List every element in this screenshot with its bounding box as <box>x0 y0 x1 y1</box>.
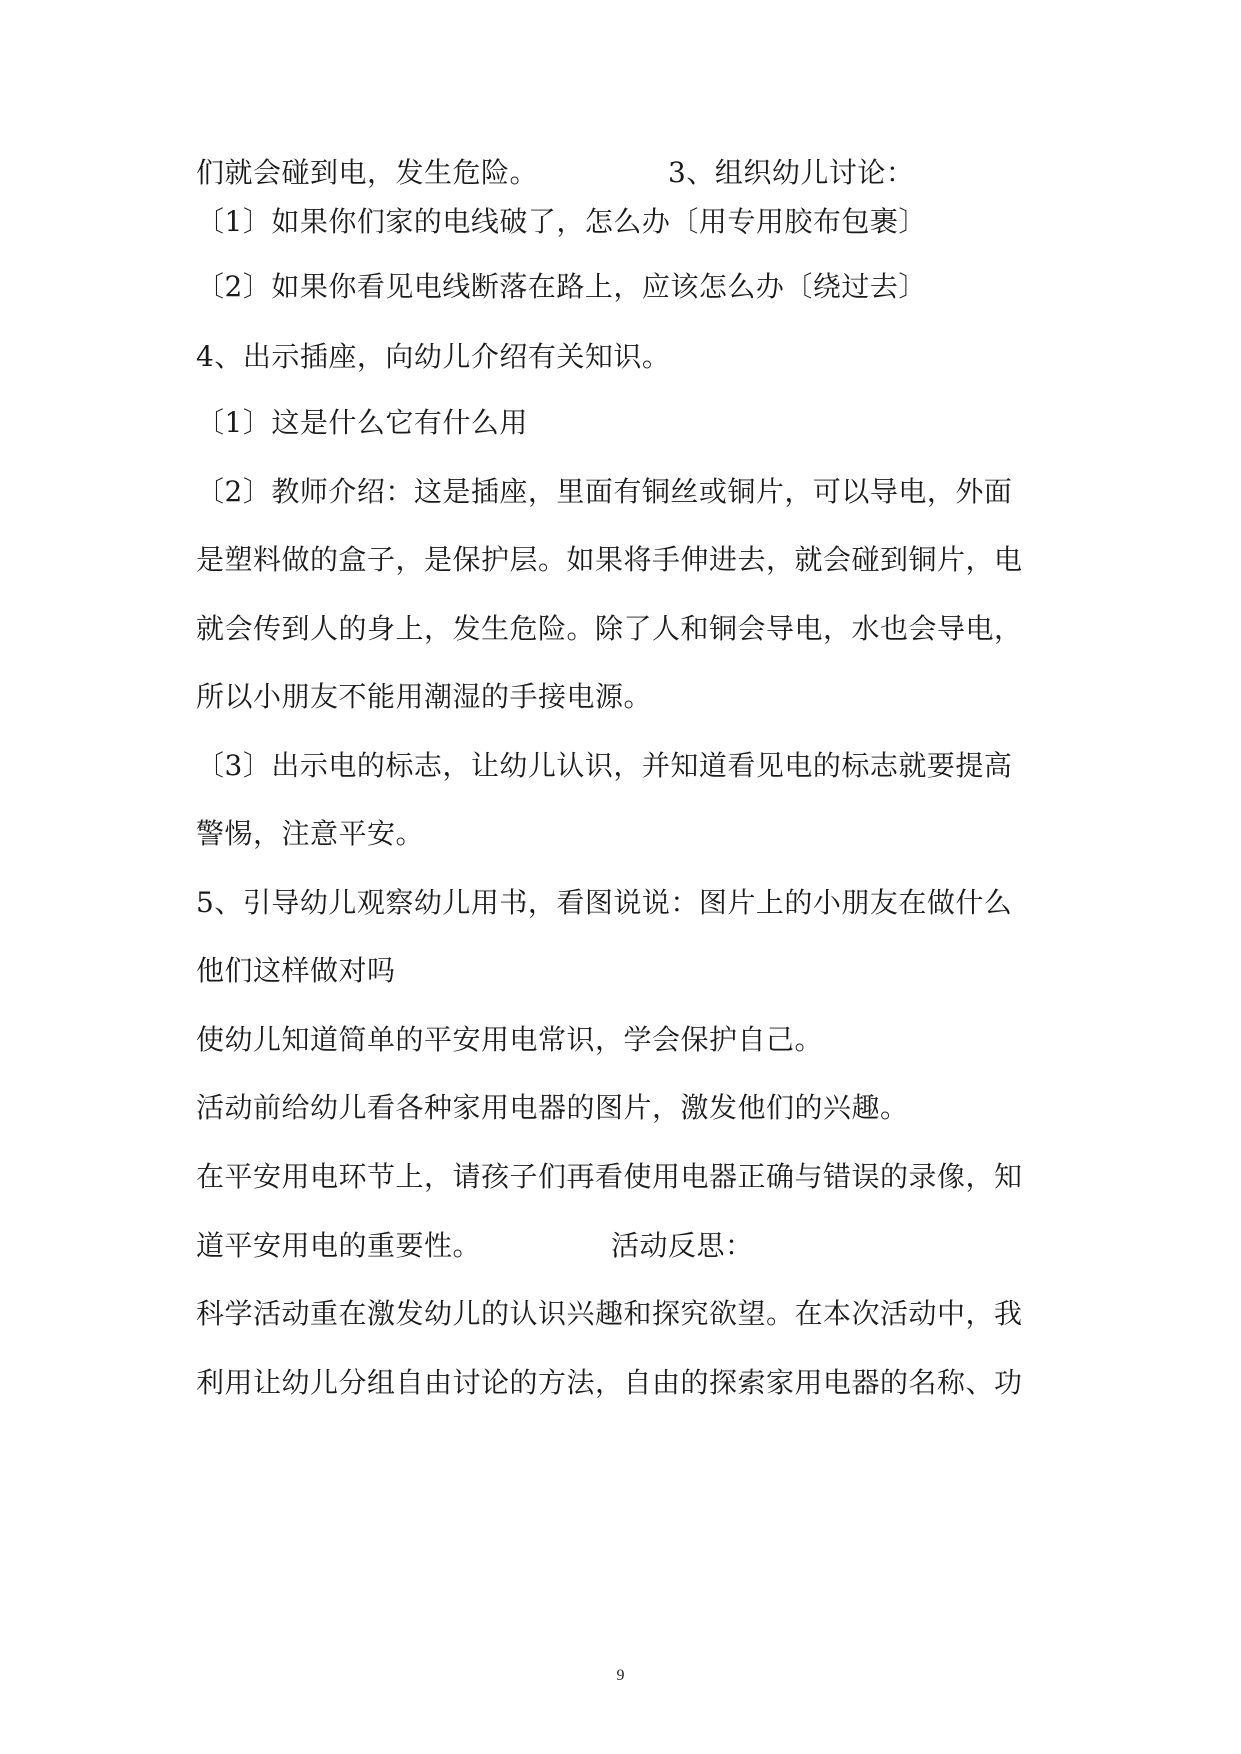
text-segment: 3、组织幼儿讨论： <box>668 156 915 189</box>
text-line: 就会传到人的身上，发生危险。除了人和铜会导电，水也会导电， <box>196 612 1023 645</box>
text-line: 是塑料做的盒子，是保护层。如果将手伸进去，就会碰到铜片，电 <box>196 543 1023 576</box>
text-line: 他们这样做对吗 <box>196 954 396 987</box>
page-number: 9 <box>616 1667 625 1684</box>
text-line: 在平安用电环节上，请孩子们再看使用电器正确与错误的录像，知 <box>196 1160 1023 1193</box>
text-line: 利用让幼儿分组自由讨论的方法，自由的探索家用电器的名称、功 <box>196 1366 1023 1399</box>
text-segment: 道平安用电的重要性。 <box>196 1229 482 1262</box>
text-line: 所以小朋友不能用潮湿的手接电源。 <box>196 680 653 713</box>
text-line <box>196 155 914 191</box>
text-line: 〔1〕如果你们家的电线破了，怎么办〔用专用胶布包裹〕 <box>196 205 927 238</box>
text-line: 活动前给幼儿看各种家用电器的图片，激发他们的兴趣。 <box>196 1091 909 1124</box>
text-segment: 们就会碰到电，发生危险。 <box>196 156 539 189</box>
text-line: 〔1〕这是什么它有什么用 <box>196 406 528 439</box>
text-line: 警惕，注意平安。 <box>196 817 425 850</box>
text-line: 4、出示插座，向幼儿介绍有关知识。 <box>196 340 671 373</box>
text-segment: 活动反思： <box>611 1229 754 1262</box>
text-line: 使幼儿知道简单的平安用电常识，学会保护自己。 <box>196 1023 824 1056</box>
text-line: 〔2〕如果你看见电线断落在路上，应该怎么办〔绕过去〕 <box>196 270 927 303</box>
text-line: 科学活动重在激发幼儿的认识兴趣和探究欲望。在本次活动中，我 <box>196 1297 1023 1330</box>
text-line: 〔3〕出示电的标志，让幼儿认识，并知道看见电的标志就要提高 <box>196 749 1013 782</box>
text-line: 5、引导幼儿观察幼儿用书，看图说说：图片上的小朋友在做什么 <box>196 886 1013 919</box>
text-line <box>196 1228 754 1264</box>
text-line: 〔2〕教师介绍：这是插座，里面有铜丝或铜片，可以导电，外面 <box>196 475 1013 508</box>
